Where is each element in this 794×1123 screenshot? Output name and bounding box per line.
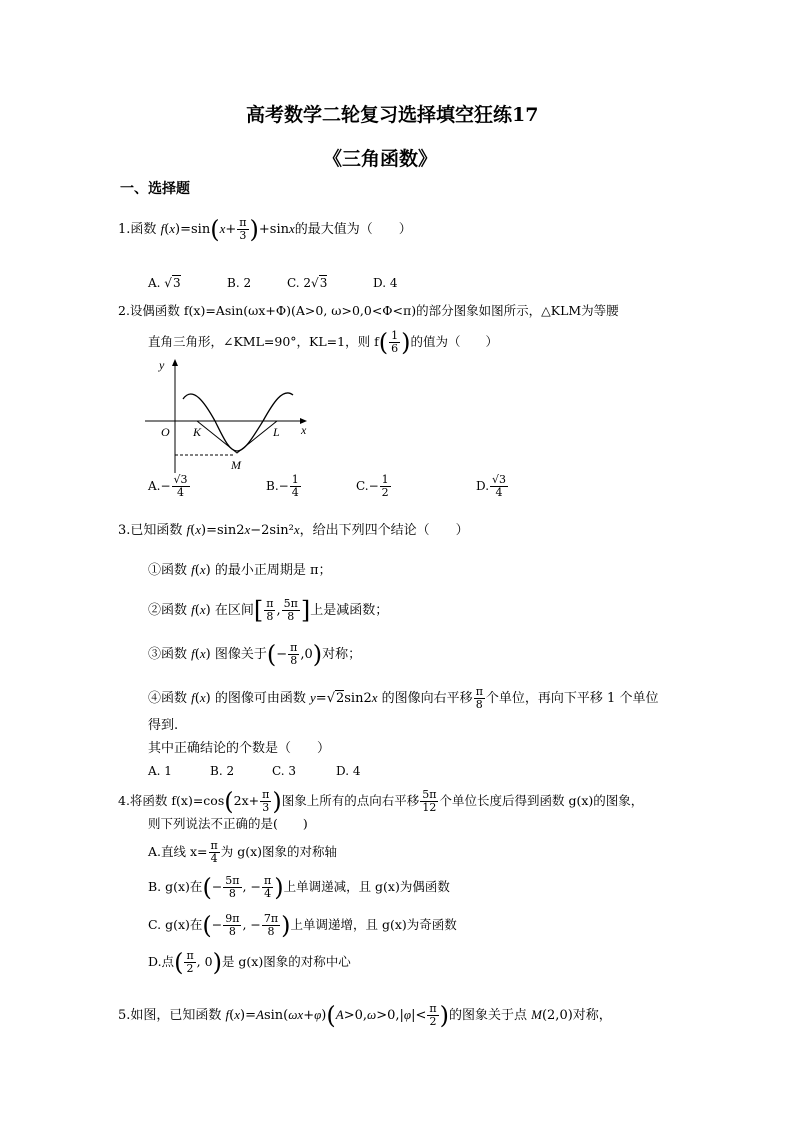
q2-option-d: D. $\frac{√3}{4}$ xyxy=(476,473,507,500)
q3-option-b: B. 2 xyxy=(210,764,235,778)
q3-statement-4: ④函数 f(x) 的图像可由函数 y=√2sin2x 的图像向右平移 $\frac{\pi}{8}$ 个单位，再向下平移 1 个单位 xyxy=(148,685,659,712)
page-title: 高考数学二轮复习选择填空狂练17 xyxy=(246,104,539,126)
question-number: 1. xyxy=(118,222,131,238)
q1-option-b: B. 2 xyxy=(227,276,252,290)
question-text: 函数 xyxy=(130,222,157,238)
q4-option-c: C. g(x)在(− $\frac{9\pi}{8}$ , − $\frac{7\pi}{8}$ )上单调递增，且 g(x)为奇函数 xyxy=(148,911,457,940)
q4-option-d: D.点( $\frac{\pi}{2}$ , 0)是 g(x)图象的对称中心 xyxy=(148,948,351,977)
q3-option-c: C. 3 xyxy=(272,764,297,778)
q2-option-a: A.− $\frac{√3}{4}$ xyxy=(148,473,188,500)
q2-graph xyxy=(145,355,315,475)
q3-statement-4-end: 得到. xyxy=(148,718,179,733)
q3-option-a: A. 1 xyxy=(148,764,172,778)
section-heading: 一、选择题 xyxy=(120,181,190,197)
q2-option-c: C.− $\frac{1}{2}$ xyxy=(356,473,389,500)
question-5-line-1: 5.如图，已知函数 f(x)=Asin(ωx+φ)(A>0,ω>0,|φ|< $\frac{\pi}{2}$ )的图象关于点 M(2,0)对称， xyxy=(118,1001,612,1030)
graph-label-y: y xyxy=(159,358,165,372)
question-4-line-2: 则下列说法不正确的是( ) xyxy=(148,816,308,831)
q3-option-d: D. 4 xyxy=(336,764,361,778)
q4-option-a: A.直线 x= $\frac{\pi}{4}$ 为 g(x)图象的对称轴 xyxy=(148,839,338,866)
q2-option-b: B.− $\frac{1}{4}$ xyxy=(266,473,299,500)
question-2-line-2: 直角三角形，∠KML=90°，KL=1，则 f( $\frac{1}{6}$ )的值为（ ） xyxy=(148,328,498,357)
question-3-line-1: 3.已知函数 f(x)=sin2x−2sin²x，给出下列四个结论（ ） xyxy=(118,522,469,538)
question-text: 的最大值为（ ） xyxy=(294,222,412,238)
q1-option-c: C. 2√3 xyxy=(287,276,328,290)
q3-ask: 其中正确结论的个数是（ ） xyxy=(148,741,331,756)
graph-label-o: O xyxy=(161,425,170,439)
question-1 xyxy=(118,217,412,242)
q3-statement-2: ②函数 f(x) 在区间[ $\frac{\pi}{8}$ , $\frac{5\pi}{8}$ ]上是减函数； xyxy=(148,596,389,625)
page-subtitle: 《三角函数》 xyxy=(323,148,438,170)
formula: f(x)=sin(x+ $\frac{\pi}{3}$ )+sinx xyxy=(160,215,295,244)
question-4-line-1: 4.将函数 f(x)=cos(2x+ $\frac{\pi}{3}$ )图象上所有的点向右平移 $\frac{5\pi}{12}$ 个单位长度后得到函数 g(x)的图象， xyxy=(118,787,644,816)
q1-option-a: A. √3 xyxy=(148,276,181,290)
graph-label-m: M xyxy=(231,458,241,472)
q3-statement-1: ①函数 f(x) 的最小正周期是 π； xyxy=(148,562,332,578)
q3-statement-3: ③函数 f(x) 图像关于(− $\frac{\pi}{8}$ ,0)对称； xyxy=(148,640,362,669)
graph-label-x: x xyxy=(301,423,307,437)
graph-label-l: L xyxy=(273,425,280,439)
q1-option-d: D. 4 xyxy=(373,276,398,290)
graph-label-k: K xyxy=(193,425,202,439)
q4-option-b: B. g(x)在(− $\frac{5\pi}{8}$ , − $\frac{\pi}{4}$ )上单调递减，且 g(x)为偶函数 xyxy=(148,873,450,902)
question-2-line-1: 2.设偶函数 f(x)=Asin(ωx+Φ)(A>0, ω>0,0<Φ<π)的部分图象如图所示，△KLM为等腰 xyxy=(118,303,619,318)
